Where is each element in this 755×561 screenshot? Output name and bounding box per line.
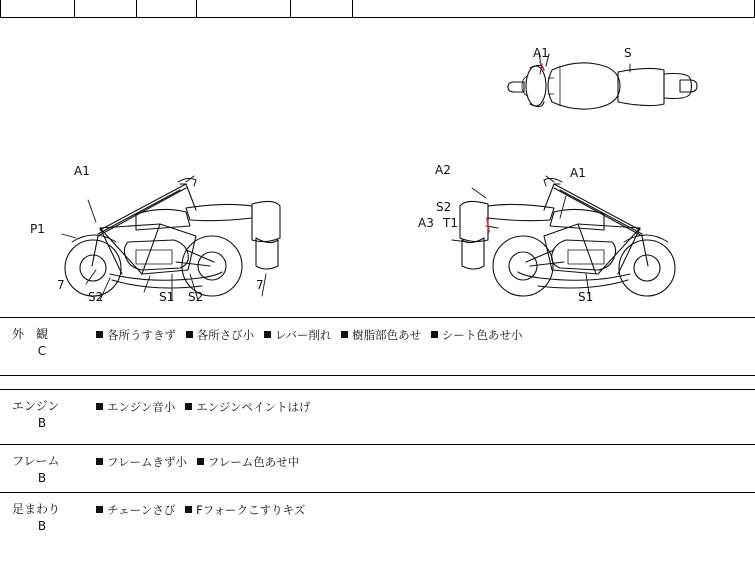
header-divider — [136, 0, 137, 18]
condition-item-text: チェーンさび — [107, 503, 176, 517]
header-divider — [196, 0, 197, 18]
vehicle-diagrams — [0, 18, 755, 317]
header-divider — [290, 0, 291, 18]
category-grade: C — [37, 344, 47, 358]
condition-items-suspension — [96, 501, 749, 519]
square-bullet-icon — [186, 331, 193, 338]
condition-item-text: フレームきず小 — [107, 455, 188, 469]
label-left-a1: A1 — [74, 164, 90, 178]
left-side-view-drawing — [65, 176, 280, 296]
label-left-s1: S1 — [159, 290, 175, 304]
condition-row-suspension — [0, 493, 755, 555]
label-front-s: S — [624, 46, 632, 60]
header-divider — [74, 0, 75, 18]
condition-item — [96, 503, 175, 517]
damage-marks — [487, 62, 544, 232]
category-grade: B — [37, 471, 47, 485]
condition-item — [185, 503, 305, 517]
square-bullet-icon — [431, 331, 438, 338]
condition-row-spacer — [0, 376, 755, 390]
category-name: エンジン — [12, 399, 60, 413]
condition-item-text: シート色あせ小 — [441, 328, 523, 342]
condition-items-appearance — [96, 326, 749, 344]
square-bullet-icon — [264, 331, 271, 338]
square-bullet-icon — [96, 458, 103, 465]
label-front-a1: A1 — [533, 46, 549, 60]
label-right-a1: A1 — [570, 166, 586, 180]
label-right-s2: S2 — [436, 200, 452, 214]
label-right-t1: T1 — [443, 216, 458, 230]
condition-row-frame — [0, 445, 755, 493]
condition-item-text: レバー削れ — [274, 328, 332, 342]
header-divider — [352, 0, 353, 18]
condition-category-appearance — [12, 326, 86, 360]
condition-items-frame — [96, 453, 749, 471]
label-left-p1: P1 — [30, 222, 45, 236]
square-bullet-icon — [185, 506, 192, 513]
square-bullet-icon — [96, 403, 103, 410]
condition-row-appearance — [0, 318, 755, 376]
label-left-7-rear: 7 — [256, 278, 264, 292]
square-bullet-icon — [96, 331, 103, 338]
condition-item — [431, 328, 523, 342]
label-left-s2-rear: S2 — [188, 290, 204, 304]
condition-item-text: フレーム色あせ中 — [207, 455, 300, 469]
condition-item-text: 各所うすきず — [107, 328, 176, 342]
condition-item-text: エンジンペイントはげ — [196, 400, 311, 414]
label-left-7-front: 7 — [57, 278, 65, 292]
condition-item — [186, 328, 255, 342]
diagram-area — [0, 18, 755, 318]
front-view-drawing — [508, 52, 697, 109]
square-bullet-icon — [96, 506, 103, 513]
label-right-a3: A3 — [418, 216, 434, 230]
category-grade: B — [37, 519, 47, 533]
square-bullet-icon — [197, 458, 204, 465]
condition-item — [96, 400, 175, 414]
category-name: 外 観 — [12, 327, 49, 341]
condition-table — [0, 318, 755, 561]
right-side-view-drawing — [460, 176, 675, 296]
header-strip — [0, 0, 755, 18]
label-left-s2-front: S2 — [88, 290, 104, 304]
condition-item — [341, 328, 421, 342]
condition-item — [264, 328, 332, 342]
square-bullet-icon — [185, 403, 192, 410]
condition-item-text: Fフォークこすりキズ — [196, 503, 306, 517]
condition-category-frame — [12, 453, 86, 487]
header-divider — [0, 0, 1, 18]
category-name: 足まわり — [12, 502, 61, 516]
condition-items-engine — [96, 398, 749, 416]
category-grade: B — [37, 416, 47, 430]
condition-item-text: 各所さび小 — [196, 328, 255, 342]
condition-item — [185, 400, 310, 414]
label-right-a2: A2 — [435, 163, 451, 177]
condition-row-engine — [0, 390, 755, 445]
condition-item — [96, 328, 176, 342]
condition-category-engine — [12, 398, 86, 432]
condition-item-text: 樹脂部色あせ — [352, 328, 422, 342]
square-bullet-icon — [341, 331, 348, 338]
condition-item-text: エンジン音小 — [107, 400, 176, 414]
condition-item — [96, 455, 187, 469]
condition-item — [197, 455, 300, 469]
label-right-s1: S1 — [578, 290, 594, 304]
category-name: フレーム — [12, 454, 60, 468]
condition-category-suspension — [12, 501, 86, 535]
